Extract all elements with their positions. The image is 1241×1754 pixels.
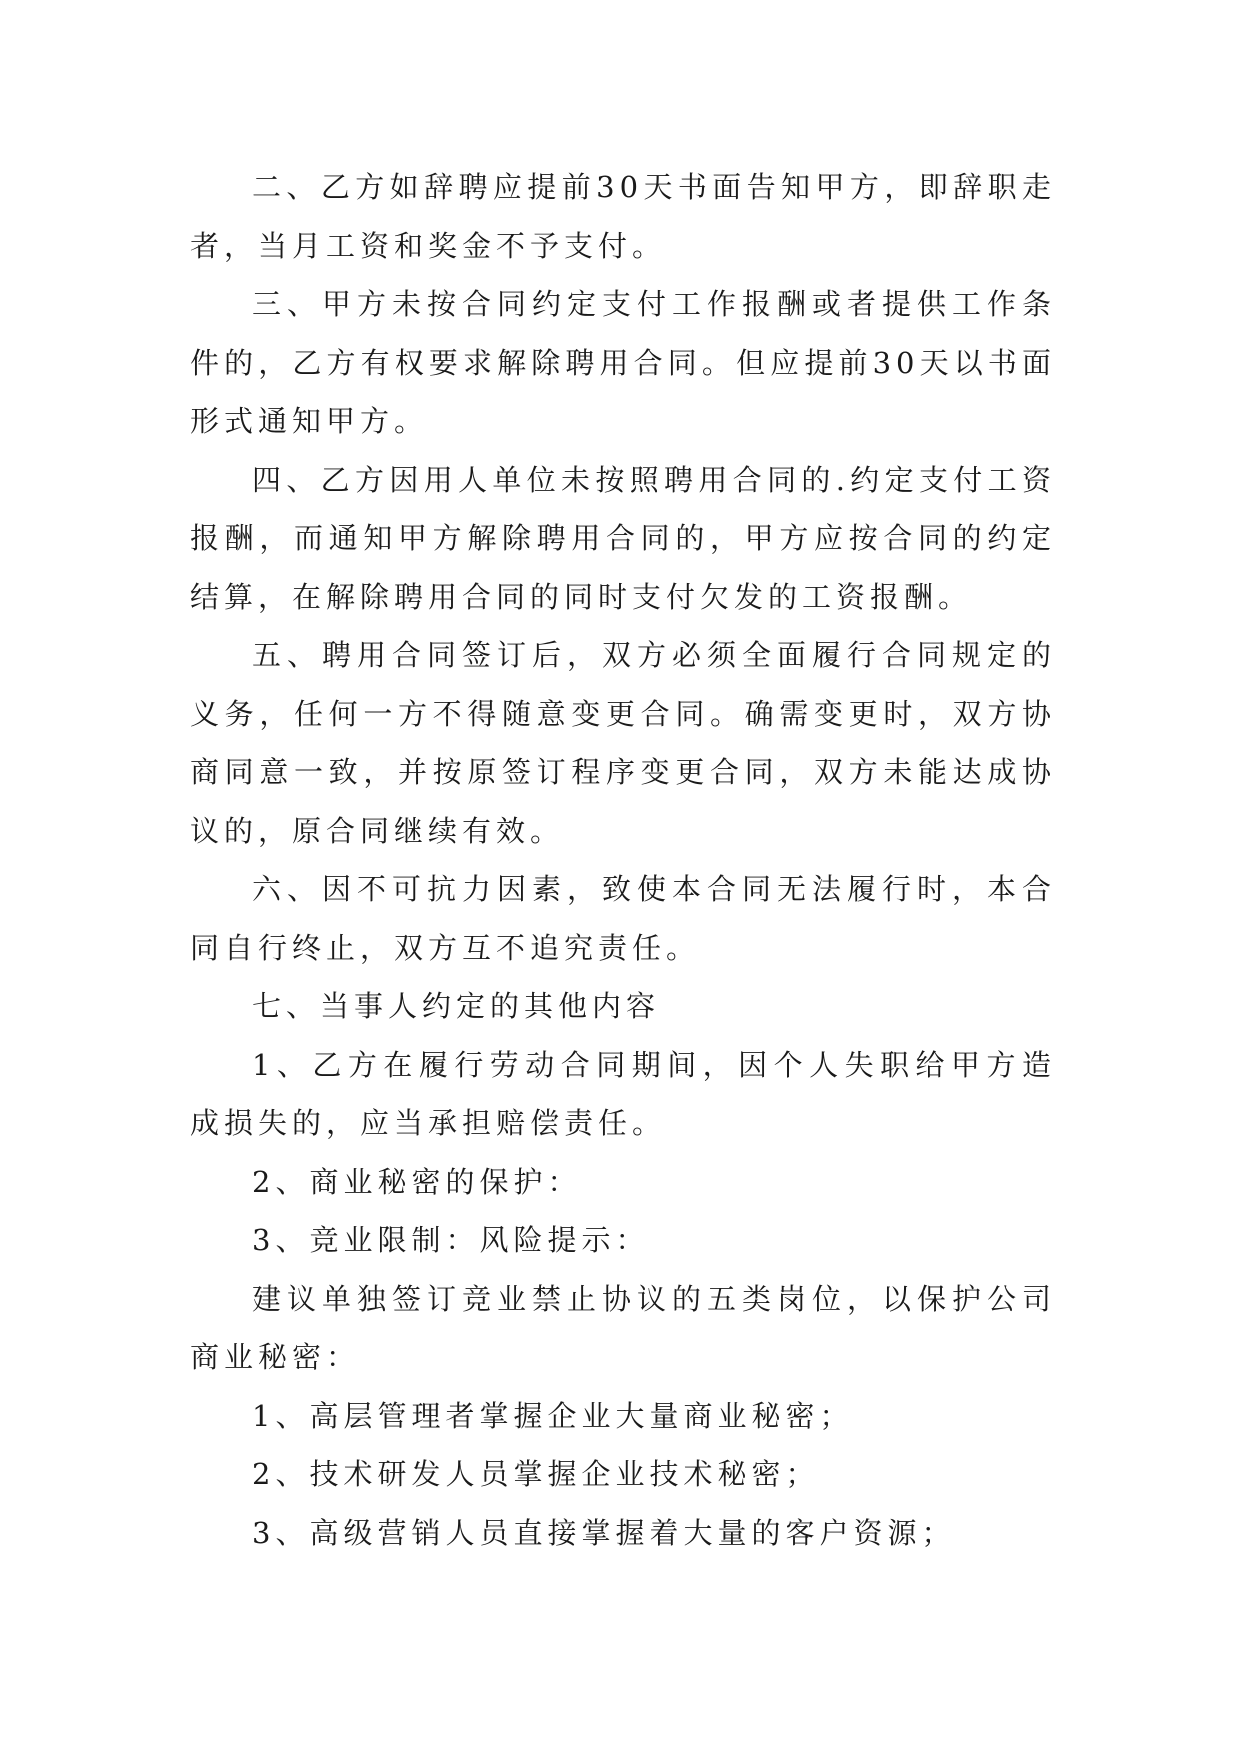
clause-2-resignation: 二、乙方如辞聘应提前30天书面告知甲方，即辞职走者，当月工资和奖金不予支付。	[190, 170, 1056, 263]
term-2-trade-secrets: 2、商业秘密的保护：	[252, 1164, 582, 1199]
clause-3-termination-by-employee: 三、甲方未按合同约定支付工作报酬或者提供工作条件的，乙方有权要求解除聘用合同。但应提前30天以书面形式通知甲方。	[190, 287, 1056, 438]
clause-5-contract-changes: 五、聘用合同签订后，双方必须全面履行合同规定的义务，任何一方不得随意变更合同。确需变更时，双方协商同意一致，并按原签订程序变更合同，双方未能达成协议的，原合同继续有效。	[190, 638, 1056, 848]
non-compete-advice: 建议单独签订竞业禁止协议的五类岗位，以保护公司商业秘密：	[190, 1281, 1056, 1374]
term-1-compensation: 1、乙方在履行劳动合同期间，因个人失职给甲方造成损失的，应当承担赔偿责任。	[190, 1047, 1056, 1140]
term-3-non-compete: 3、竞业限制：风险提示：	[252, 1223, 650, 1257]
clause-7-other-terms: 七、当事人约定的其他内容	[252, 989, 661, 1023]
clause-4-unpaid-wages: 四、乙方因用人单位未按照聘用合同的.约定支付工资报酬，而通知甲方解除聘用合同的，甲方应按合同的约定结算，在解除聘用合同的同时支付欠发的工资报酬。	[190, 462, 1056, 614]
clause-6-force-majeure: 六、因不可抗力因素，致使本合同无法履行时，本合同自行终止，双方互不追究责任。	[190, 872, 1056, 965]
role-3-senior-sales: 3、高级营销人员直接掌握着大量的客户资源；	[252, 1515, 956, 1550]
role-2-rd-staff: 2、技术研发人员掌握企业技术秘密；	[252, 1457, 820, 1491]
role-1-senior-management: 1、高层管理者掌握企业大量商业秘密；	[252, 1398, 854, 1433]
contract-body	[190, 158, 1056, 1562]
